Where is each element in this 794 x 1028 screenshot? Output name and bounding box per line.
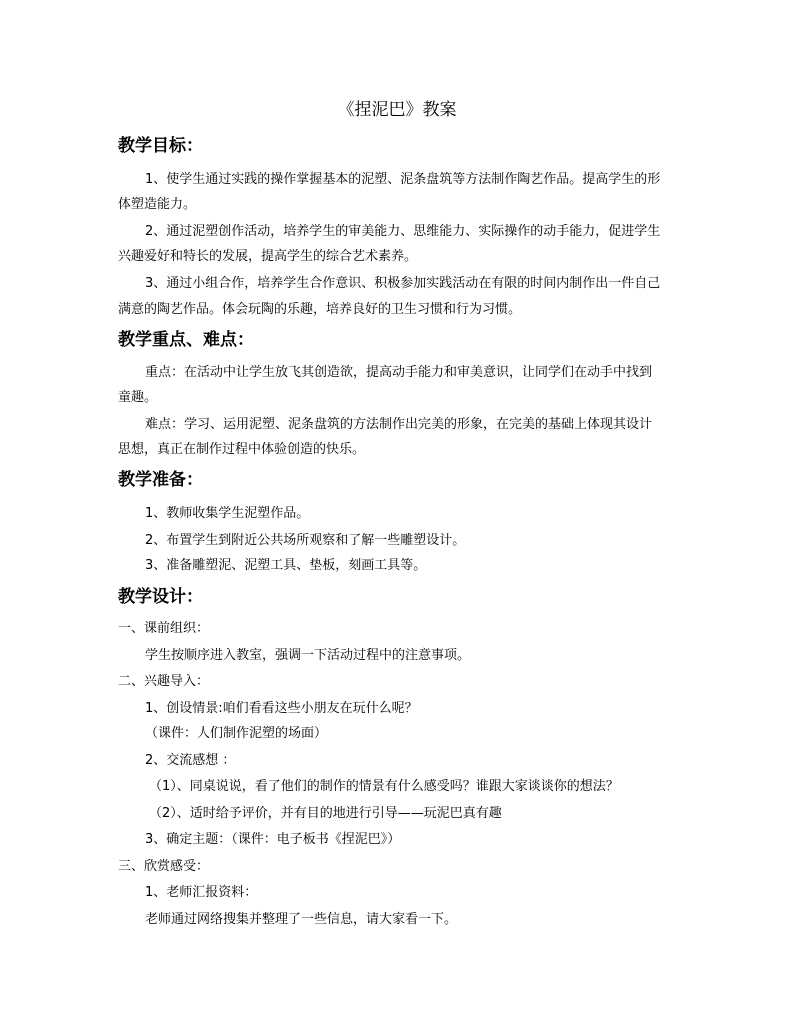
design-step-heading: 二、兴趣导入： [118, 674, 210, 689]
design-line: （2）、适时给予评价，并有目的地进行引导——玩泥巴真有趣 [149, 806, 502, 821]
design-line: 老师通过网络搜集并整理了一些信息，请大家看一下。 [145, 912, 458, 927]
document-title: 《捏泥巴》教案 [337, 100, 457, 120]
design-step-heading: 一、课前组织： [118, 621, 210, 636]
design-line: 学生按顺序进入教室，强调一下活动过程中的注意事项。 [145, 648, 471, 663]
objective-line: 兴趣爱好和特长的发展，提高学生的综合艺术素养。 [118, 249, 418, 264]
design-line: （课件：人们制作泥塑的场面） [145, 726, 328, 741]
objective-line: 1、使学生通过实践的操作掌握基本的泥塑、泥条盘筑等方法制作陶艺作品。提高学生的形 [145, 172, 661, 187]
section-heading-design: 教学设计： [118, 587, 203, 607]
design-step-heading: 三、欣赏感受： [118, 859, 210, 874]
section-heading-key-points: 教学重点、难点： [118, 330, 254, 350]
preparation-line: 3、准备雕塑泥、泥塑工具、垫板，刻画工具等。 [145, 558, 427, 573]
design-line: 1、创设情景:咱们看看这些小朋友在玩什么呢？ [145, 701, 418, 716]
section-heading-preparation: 教学准备： [118, 470, 203, 490]
key-point-line: 思想，真正在制作过程中体验创造的快乐。 [118, 442, 366, 457]
key-point-line: 难点：学习、运用泥塑、泥条盘筑的方法制作出完美的形象，在完美的基础上体现其设计 [145, 417, 653, 432]
preparation-line: 2、布置学生到附近公共场所观察和了解一些雕塑设计。 [145, 533, 466, 548]
design-line: （1）、同桌说说，看了他们的制作的情景有什么感受吗？谁跟大家谈谈你的想法？ [149, 779, 619, 794]
objective-line: 满意的陶艺作品。体会玩陶的乐趣，培养良好的卫生习惯和行为习惯。 [118, 302, 522, 317]
preparation-line: 1、教师收集学生泥塑作品。 [145, 506, 310, 521]
design-line: 2、交流感想 ： [145, 753, 236, 768]
key-point-line: 重点：在活动中让学生放飞其创造欲，提高动手能力和审美意识，让同学们在动手中找到 [145, 365, 653, 380]
key-point-line: 童趣。 [118, 390, 158, 405]
design-line: 3、确定主题：（课件：电子板书《捏泥巴》） [145, 832, 401, 847]
objective-line: 体塑造能力。 [118, 197, 197, 212]
objective-line: 2、通过泥塑创作活动，培养学生的审美能力、思维能力、实际操作的动手能力，促进学生 [145, 224, 661, 239]
design-line: 1、老师汇报资料： [145, 885, 258, 900]
objective-line: 3、通过小组合作，培养学生合作意识、积极参加实践活动在有限的时间内制作出一件自己 [145, 276, 661, 291]
section-heading-objectives: 教学目标： [118, 136, 203, 156]
